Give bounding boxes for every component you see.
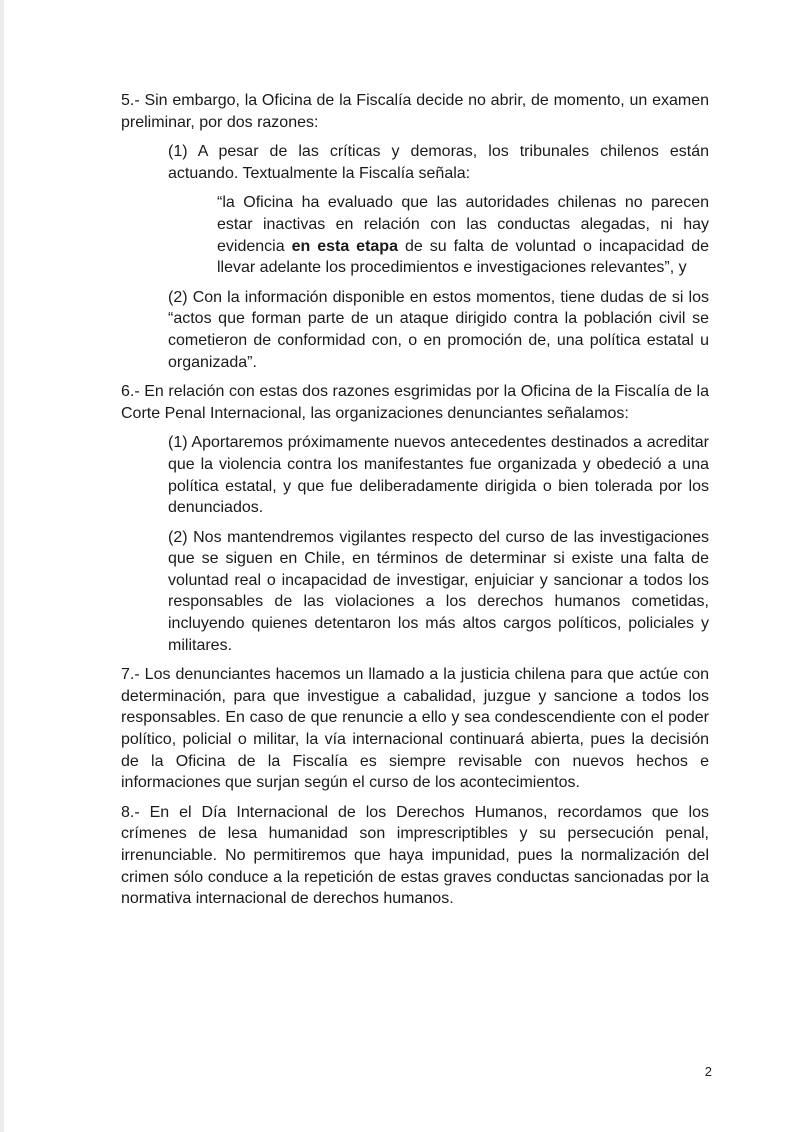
paragraph-5-intro: 5.- Sin embargo, la Oficina de la Fiscalía decide no abrir, de momento, un examen preliminar, por dos razones: (121, 92, 709, 131)
paragraph-7: 7.- Los denunciantes hacemos un llamado a la justicia chilena para que actúe con determinación, para que investigue a cabalidad, juzgue y sancione a todos los responsables. En caso de que renuncie a ello y sea condescendiente con el poder político, policial o militar, la vía internacional continuará abierta, pues la decisión de la Oficina de la Fiscalía es siempre revisable con nuevos hechos e informaciones que surjan según el curso de los acontecimientos. (121, 666, 709, 792)
quote-bold-emphasis: en esta etapa (291, 237, 398, 255)
paragraph-5-point-2: (2) Con la información disponible en estos momentos, tiene dudas de si los “actos que forman parte de un ataque dirigido contra la población civil se cometieron de conformidad con, o en promoción de, una política estatal u organizada”. (168, 288, 709, 371)
quote-text-start: “la Oficina ha evaluado que las autoridades chilenas no parecen estar inactivas en relación con las conductas alegadas, ni hay evidencia (217, 194, 709, 255)
fiscalia-quote (217, 192, 709, 278)
paragraph-6-point-2: (2) Nos mantendremos vigilantes respecto del curso de las investigaciones que se siguen en Chile, en términos de determinar si existe una falta de voluntad real o incapacidad de investigar, enjuiciar y sancionar a todos los responsables de las violaciones a los derechos humanos cometidas, incluyendo quienes detentaron los más altos cargos políticos, policiales y militares. (168, 528, 709, 654)
page-edge-shadow (0, 0, 4, 1132)
page-number: 2 (704, 1064, 712, 1079)
paragraph-8: 8.- En el Día Internacional de los Derechos Humanos, recordamos que los crímenes de lesa humanidad son imprescriptibles y su persecución penal, irrenunciable. No permitiremos que haya impunidad, pues la normalización del crimen sólo conduce a la repetición de estas graves conductas sancionadas por la normativa internacional de derechos humanos. (121, 803, 709, 908)
paragraph-6-intro: 6.- En relación con estas dos razones esgrimidas por la Oficina de la Fiscalía de la Corte Penal Internacional, las organizaciones denunciantes señalamos: (121, 383, 709, 422)
document-body (121, 90, 709, 918)
paragraph-5-point-1: (1) A pesar de las críticas y demoras, los tribunales chilenos están actuando. Textualmente la Fiscalía señala: (168, 143, 709, 182)
quote-text-end: de su falta de voluntad o incapacidad de llevar adelante los procedimientos e investigaciones relevantes”, y (217, 237, 709, 277)
paragraph-6-point-1: (1) Aportaremos próximamente nuevos antecedentes destinados a acreditar que la violencia contra los manifestantes fue organizada y obedeció a una política estatal, y que fue deliberadamente dirigida o bien tolerada por los denunciados. (168, 434, 709, 517)
